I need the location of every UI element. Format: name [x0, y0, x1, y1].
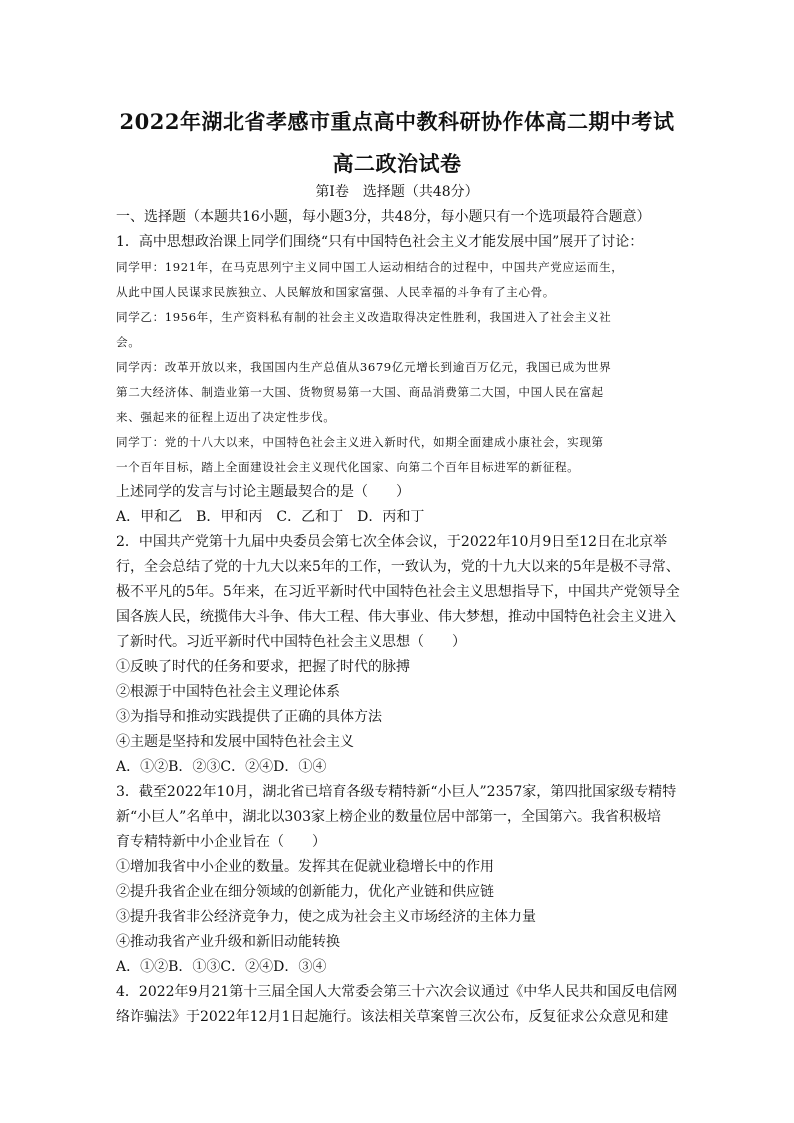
- q1-line: 会。: [116, 335, 141, 349]
- q1-line: 同学丙：改革开放以来，我国国内生产总值从3679亿元增长到逾百万亿元，我国已成为世界: [116, 360, 612, 374]
- q2-line: 行，全会总结了党的十九大以来5年的工作，一致认为，党的十九大以来的5年是极不寻常、: [116, 559, 680, 575]
- q3-choice: ③提升我省非公经济竞争力，使之成为社会主义市场经济的主体力量: [116, 909, 536, 925]
- q1-line: 来、强起来的征程上迈出了决定性步伐。: [116, 410, 336, 424]
- q1-line: 第二大经济体、制造业第一大国、货物贸易第一大国、商品消费第二大国，中国人民在富起: [116, 385, 604, 399]
- exam-subtitle: 高二政治试卷: [332, 151, 462, 176]
- q1-line: 同学乙：1956年，生产资料私有制的社会主义改造取得决定性胜利，我国进入了社会主义社: [116, 310, 612, 324]
- q3-choice: ①增加我省中小企业的数量。发挥其在促就业稳增长中的作用: [116, 859, 494, 875]
- q3-options: A．①②B．①③C．②④D．③④: [116, 959, 327, 975]
- q2-choice: ①反映了时代的任务和要求，把握了时代的脉搏: [116, 659, 410, 675]
- q2-choice: ②根源于中国特色社会主义理论体系: [116, 684, 340, 700]
- q2-choice: ③为指导和推动实践提供了正确的具体方法: [116, 709, 382, 725]
- q3-choice: ②提升我省企业在细分领域的创新能力，优化产业链和供应链: [116, 884, 494, 900]
- q2-options: A．①②B．②③C．②④D．①④: [116, 759, 327, 775]
- q2-line: 了新时代。习近平新时代中国特色社会主义思想（ ）: [116, 634, 466, 650]
- section-heading: 第Ⅰ卷 选择题（共48分）: [315, 184, 479, 200]
- q1-line: 同学甲：1921年，在马克思列宁主义同中国工人运动相结合的过程中，中国共产党应运而生，: [116, 260, 624, 274]
- q2-line: 极不平凡的5年。5年来，在习近平新时代中国特色社会主义思想指导下，中国共产党领导全: [116, 584, 680, 600]
- q3-line: 新“小巨人”名单中，湖北以303家上榜企业的数量位居中部第一，全国第六。我省积极培: [116, 809, 662, 825]
- q3-choice: ④推动我省产业升级和新旧动能转换: [116, 934, 340, 950]
- q4-line: 络诈骗法》于2022年12月1日起施行。该法相关草案曾三次公布，反复征求公众意见和建: [116, 1009, 669, 1025]
- exam-title: 2022年湖北省孝感市重点高中教科研协作体高二期中考试: [119, 109, 675, 134]
- q1-line: 从此中国人民谋求民族独立、人民解放和国家富强、人民幸福的斗争有了主心骨。: [116, 285, 555, 299]
- q1-options: A．甲和乙 B．甲和丙 C．乙和丁 D．丙和丁: [116, 509, 425, 525]
- q2-line: 国各族人民，统揽伟大斗争、伟大工程、伟大事业、伟大梦想，推动中国特色社会主义进入: [116, 609, 676, 625]
- section-instruction: 一、选择题（本题共16小题，每小题3分，共48分，每小题只有一个选项最符合题意）: [116, 209, 651, 225]
- q1-line: 一个百年目标，踏上全面建设社会主义现代化国家、向第二个百年目标进军的新征程。: [116, 460, 580, 474]
- q4-line: 4．2022年9月21第十三届全国人大常委会第三十六次会议通过《中华人民共和国反电信网: [116, 984, 678, 1000]
- q1-stem: 1．高中思想政治课上同学们围绕“只有中国特色社会主义才能发展中国”展开了讨论：: [116, 234, 644, 250]
- q3-line: 育专精特新中小企业旨在（ ）: [116, 834, 326, 850]
- q2-choice: ④主题是坚持和发展中国特色社会主义: [116, 734, 354, 750]
- q2-line: 2．中国共产党第十九届中央委员会第七次全体会议，于2022年10月9日至12日在北京举: [116, 534, 668, 550]
- q1-line: 同学丁：党的十八大以来，中国特色社会主义进入新时代，如期全面建成小康社会，实现第: [116, 435, 604, 449]
- q1-question: 上述同学的发言与讨论主题最契合的是（ ）: [116, 484, 410, 500]
- q3-line: 3．截至2022年10月，湖北省已培育各级专精特新“小巨人”2357家，第四批国家级专精特: [116, 784, 677, 800]
